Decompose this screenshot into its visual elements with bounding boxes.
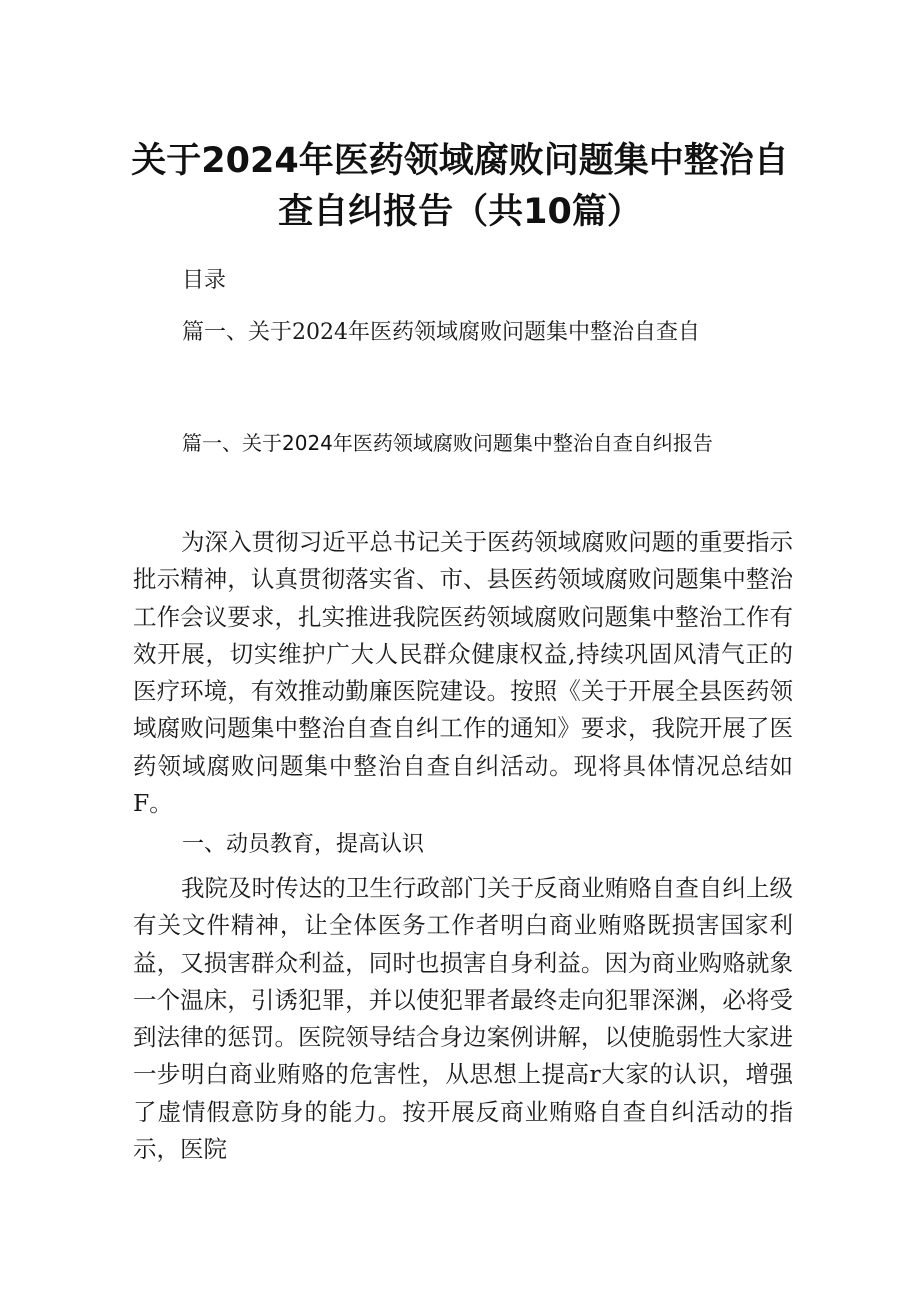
section-heading: 篇一、关于2024年医药领域腐败问题集中整治自查自纠报告 bbox=[182, 431, 713, 455]
body-paragraph: 我院及时传达的卫生行政部门关于反商业贿赂自查自纠上级有关文件精神，让全体医务工作者明白商业贿赂既损害国家利益，又损害群众利益，同时也损害自身利益。因为商业购赂就象一个温床，引诱犯罪，并以使犯罪者最终走向犯罪深渊，必将受到法律的惩罚。医院领导结合身边案例讲解，以使脆弱性大家进一步明白商业贿赂的危害性，从思想上提高r大家的认识，增强了虚情假意防身的能力。按开展反商业贿赂自查自纠活动的指示，医院 bbox=[133, 874, 793, 1164]
document-title-line-2: 查自纠报告（共10篇） bbox=[278, 192, 642, 232]
subheading-mobilization: 一、动员教育，提高认识 bbox=[182, 832, 425, 857]
body-paragraph: 为深入贯彻习近平总书记关于医药领域腐败问题的重要指示批示精神，认真贯彻落实省、市、县医药领域腐败问题集中整治工作会议要求，扎实推进我院医药领域腐败问题集中整治工作有效开展，切实维护广大人民群众健康权益,持续巩固风清气正的医疗环境，有效推动勤廉医院建设。按照《关于开展全县医药领域腐败问题集中整治自查自纠工作的通知》要求，我院开展了医药领域腐败问题集中整治自查自纠活动。现将具体情况总结如F。 bbox=[133, 528, 793, 818]
toc-entry[interactable]: 篇一、关于2024年医药领域腐败问题集中整治自查自 bbox=[182, 320, 700, 345]
document-title-line-1: 关于2024年医药领域腐败问题集中整治自 bbox=[131, 141, 789, 181]
toc-heading: 目录 bbox=[182, 268, 227, 293]
